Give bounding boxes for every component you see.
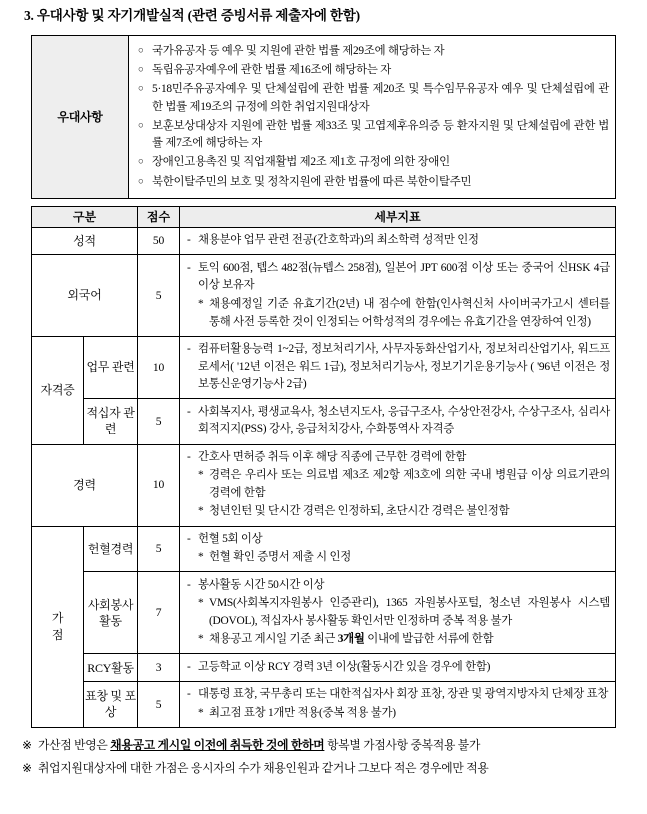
column-header-category: 구분: [32, 206, 138, 227]
dash-mark-icon: -: [187, 234, 191, 247]
footnote-text: 취업지원대상자에 대한 가점은 응시자의 수가 채용인원과 같거나 그보다 적은 경우에만 적용: [38, 761, 489, 776]
detail-text: 채용공고 게시일 기준 최근 3개월 이내에 발급한 서류에 한함: [209, 633, 494, 646]
row-category-grades: 성적: [32, 227, 138, 254]
detail-text: 컴퓨터활용능력 1~2급, 정보처리기사, 사무자동화산업기사, 정보처리산업기사, 워드프로세서( '12년 이전은 워드 1급), 정보처리기능사, 정보기기운용기능사 ( '96년 이전은 정보통신운영기능사 2급): [198, 342, 610, 391]
list-item: [138, 42, 609, 61]
reference-mark-icon: ※: [22, 738, 32, 753]
list-item: [138, 80, 609, 117]
row-detail-grades: [180, 227, 616, 254]
list-item-label: 5·18민주유공자예우 및 단체설립에 관한 법률 제20조 및 특수임무유공자 예우 및 단체설립에 관한 법률 제19조의 규정에 의한 취업지원대상자: [152, 83, 609, 113]
row-score-certificate-redcross: 5: [138, 399, 180, 444]
row-detail-career: [180, 444, 616, 526]
list-item-label: 국가유공자 등 예우 및 지원에 관한 법률 제29조에 해당하는 자: [152, 44, 445, 57]
row-score-blood-donation: 5: [138, 526, 180, 572]
row-detail-blood-donation: [180, 526, 616, 572]
detail-line: [187, 449, 610, 467]
list-item-label: 보훈보상대상자 지원에 관한 법률 제33조 및 고엽제후유의증 등 환자지원 및 단체설립에 관한 법률 제7조에 해당하는 자: [152, 119, 609, 150]
detail-text: 헌혈 확인 증명서 제출 시 인정: [209, 551, 352, 564]
detail-line: [187, 549, 610, 567]
detail-line: [187, 595, 610, 631]
row-category-bonus: [32, 526, 84, 727]
row-category-foreign-language: 외국어: [32, 255, 138, 336]
detail-text: VMS(사회복지자원봉사 인증관리), 1365 자원봉사포털, 청소년 자원봉사 시스템(DOVOL), 적십자사 봉사활동 확인서만 인정하며 중복 적용 불가: [209, 597, 610, 627]
detail-text: 채용분야 업무 관련 전공(간호학과)의 최소학력 성적만 인정: [198, 234, 479, 247]
table-row-certificate-work: [32, 336, 616, 399]
dash-mark-icon: -: [187, 405, 191, 418]
list-item-label: 북한이탈주민의 보호 및 정착지원에 관한 법률에 따른 북한이탈주민: [152, 175, 472, 188]
detail-line: [187, 658, 610, 676]
preference-label-cell: 우대사항: [32, 36, 129, 199]
footnote-text: 가산점 반영은 채용공고 게시일 이전에 취득한 것에 한하며 항복별 가점사항 중복적용 불가: [38, 738, 481, 753]
emphasis-token: 3개월: [337, 633, 365, 646]
asterisk-mark-icon: *: [198, 469, 204, 482]
row-detail-foreign-language: [180, 255, 616, 336]
detail-text: 사회복지사, 평생교육사, 청소년지도사, 응급구조사, 수상안전강사, 수상구조사, 심리사회적지지(PSS) 강사, 응급처치강사, 수화통역사 자격증: [198, 405, 610, 436]
dash-mark-icon: -: [187, 342, 191, 355]
footnote-emphasis: 채용공고 게시일 이전에 취득한 것에 한하며: [110, 738, 325, 753]
row-score-rcy: 3: [138, 654, 180, 681]
page-title: 3. 우대사항 및 자기개발실적 (관련 증빙서류 제출자에 한함): [24, 8, 360, 23]
circle-bullet-icon: ○: [138, 157, 144, 168]
list-item-label: 독립유공자예우에 관한 법률 제16조에 해당하는 자: [152, 63, 391, 76]
row-subcategory-rcy: RCY활동: [84, 654, 138, 681]
dash-mark-icon: -: [187, 261, 191, 274]
asterisk-mark-icon: *: [198, 706, 204, 719]
table-row: [32, 36, 616, 199]
row-detail-volunteer: [180, 572, 616, 654]
detail-text: 헌혈 5회 이상: [198, 532, 263, 545]
preference-table: [31, 35, 616, 199]
row-score-foreign-language: 5: [138, 255, 180, 336]
dash-mark-icon: -: [187, 578, 191, 591]
row-score-certificate-work: 10: [138, 336, 180, 399]
list-item: [138, 61, 609, 80]
detail-line: [187, 341, 610, 395]
detail-line: [187, 704, 610, 722]
row-subcategory-redcross-related: 적십자 관련: [84, 399, 138, 444]
table-row-bonus-volunteer: [32, 572, 616, 654]
row-category-career: 경력: [32, 444, 138, 526]
asterisk-mark-icon: *: [198, 505, 204, 518]
circle-bullet-icon: ○: [138, 120, 144, 131]
list-item: [138, 154, 609, 173]
dash-mark-icon: -: [187, 532, 191, 545]
detail-text: 토익 600점, 텝스 482점(뉴텝스 258점), 일본어 JPT 600점 이상 또는 중국어 신HSK 4급 이상 보유자: [198, 261, 610, 292]
row-score-career: 10: [138, 444, 180, 526]
row-subcategory-blood-donation: 헌혈경력: [84, 526, 138, 572]
row-detail-certificate-redcross: [180, 399, 616, 444]
reference-mark-icon: ※: [22, 761, 32, 776]
detail-line: [187, 403, 610, 439]
footnote-item: [22, 735, 632, 758]
preference-items-cell: [129, 36, 616, 199]
column-header-score: 점수: [138, 206, 180, 227]
detail-text: 대통령 표창, 국무총리 또는 대한적십자사 회장 표창, 장관 및 광역지방자치 단체장 표창: [198, 688, 609, 701]
footnotes: [22, 735, 632, 780]
row-score-volunteer: 7: [138, 572, 180, 654]
footnote-item: [22, 758, 632, 781]
column-header-detail: 세부지표: [180, 206, 616, 227]
row-subcategory-volunteer: 사회봉사 활동: [84, 572, 138, 654]
row-detail-rcy: [180, 654, 616, 681]
circle-bullet-icon: ○: [138, 176, 144, 187]
table-row-career: [32, 444, 616, 526]
table-row-grades: [32, 227, 616, 254]
asterisk-mark-icon: *: [198, 297, 204, 310]
detail-text: 간호사 면허증 취득 이후 해당 직종에 근무한 경력에 한함: [198, 450, 467, 463]
row-subcategory-award: 표창 및 포상: [84, 681, 138, 727]
row-detail-award: [180, 681, 616, 727]
circle-bullet-icon: ○: [138, 84, 144, 95]
table-row-certificate-redcross: [32, 399, 616, 444]
list-item: [138, 117, 609, 154]
detail-line: [187, 503, 610, 521]
list-item-label: 장애인고용촉진 및 직업재활법 제2조 제1호 규정에 의한 장애인: [152, 156, 450, 169]
detail-line: [187, 232, 610, 250]
detail-text: 고등학교 이상 RCY 경력 3년 이상(활동시간 있을 경우에 한함): [198, 660, 491, 673]
dash-mark-icon: -: [187, 688, 191, 701]
detail-line: [187, 295, 610, 331]
list-item: [138, 173, 609, 192]
score-criteria-table: [31, 206, 616, 728]
detail-text: 채용예정일 기준 유효기간(2년) 내 점수에 한함(인사혁신처 사이버국가고시 센터를 통해 사전 등록한 것이 인정되는 어학성적의 경우에는 유효기간을 연장하여 인정): [209, 297, 610, 328]
table-row-bonus-blood-donation: [32, 526, 616, 572]
table-row-bonus-award: [32, 681, 616, 727]
table-row-bonus-rcy: [32, 654, 616, 681]
detail-line: [187, 531, 610, 549]
dash-mark-icon: -: [187, 450, 191, 463]
asterisk-mark-icon: *: [198, 597, 204, 610]
detail-line: [187, 259, 610, 295]
row-score-award: 5: [138, 681, 180, 727]
dash-mark-icon: -: [187, 660, 191, 673]
detail-text: 봉사활동 시간 50시간 이상: [198, 578, 325, 591]
asterisk-mark-icon: *: [198, 633, 204, 646]
row-subcategory-work-related: 업무 관련: [84, 336, 138, 399]
detail-line: [187, 686, 610, 704]
row-category-certificate: 자격증: [32, 336, 84, 444]
detail-line: [187, 576, 610, 594]
detail-line: [187, 631, 610, 649]
row-score-grades: 50: [138, 227, 180, 254]
detail-text: 청년인턴 및 단시간 경력은 인정하되, 초단시간 경력은 불인정함: [209, 505, 510, 518]
table-row-foreign-language: [32, 255, 616, 336]
row-detail-certificate-work: [180, 336, 616, 399]
table-header-row: [32, 206, 616, 227]
circle-bullet-icon: ○: [138, 45, 144, 56]
circle-bullet-icon: ○: [138, 64, 144, 75]
bonus-label-char-2: 점: [51, 627, 64, 642]
bonus-label-char-1: 가: [51, 611, 64, 626]
asterisk-mark-icon: *: [198, 551, 204, 564]
detail-text: 최고점 표창 1개만 적용(중복 적용 불가): [209, 706, 396, 719]
detail-line: [187, 467, 610, 503]
detail-text: 경력은 우리사 또는 의료법 제3조 제2항 제3호에 의한 국내 병원급 이상 의료기관의 경력에 한함: [209, 469, 610, 500]
